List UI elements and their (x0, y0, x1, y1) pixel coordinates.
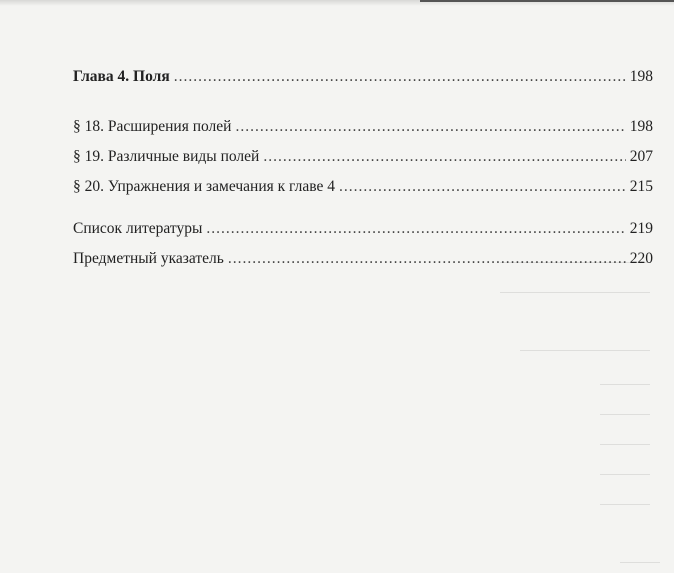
bleed-through-line (600, 414, 650, 415)
toc-entry-page: 207 (629, 148, 653, 165)
toc-entry-chapter-4 (73, 62, 653, 92)
toc-entry-title: § 20. Упражнения и замечания к главе 4 (73, 178, 335, 195)
bleed-through-line (600, 444, 650, 445)
toc-leader-dots (228, 244, 626, 274)
bleed-through-line (520, 350, 650, 351)
toc-entry-page: 220 (629, 250, 653, 267)
bleed-through-line (620, 562, 660, 563)
toc-leader-dots (206, 214, 625, 244)
toc-leader-dots (263, 142, 625, 172)
bleed-through-line (500, 292, 650, 293)
toc-leader-dots (339, 172, 626, 202)
toc-entry-title: Глава 4. Поля (73, 68, 170, 85)
toc-entry-bibliography (73, 214, 653, 244)
toc-entry-section-20 (73, 172, 653, 202)
toc-entry-section-19 (73, 142, 653, 172)
toc-leader-dots (235, 112, 625, 142)
toc-entry-title: § 19. Различные виды полей (73, 148, 260, 165)
page-top-mark (420, 0, 674, 2)
table-of-contents (73, 62, 653, 274)
toc-entry-page: 219 (629, 220, 653, 237)
toc-entry-page: 215 (629, 178, 653, 195)
bleed-through-line (600, 504, 650, 505)
toc-entry-title: Список литературы (73, 220, 203, 237)
toc-entry-index (73, 244, 653, 274)
toc-entry-title: Предметный указатель (73, 250, 224, 267)
bleed-through-line (600, 474, 650, 475)
bleed-through-line (600, 384, 650, 385)
toc-leader-dots (174, 62, 626, 92)
toc-entry-page: 198 (629, 118, 653, 135)
toc-entry-page: 198 (629, 68, 653, 85)
toc-entry-title: § 18. Расширения полей (73, 118, 232, 135)
toc-entry-section-18 (73, 112, 653, 142)
